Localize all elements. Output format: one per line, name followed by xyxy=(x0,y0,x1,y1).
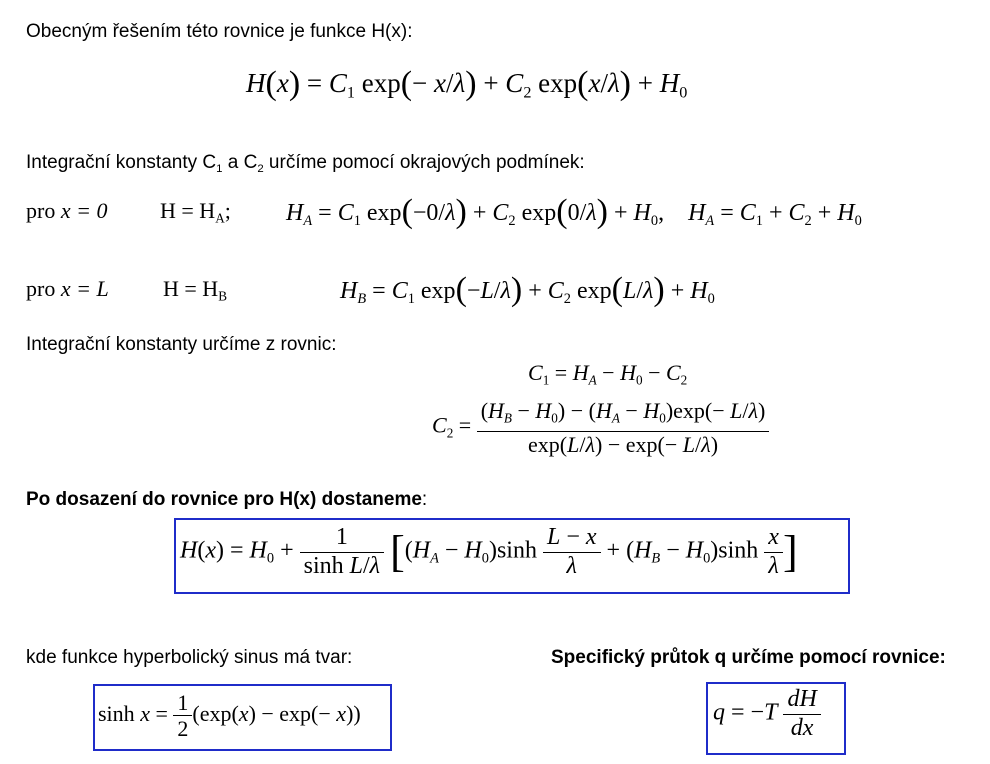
constants-intro-text xyxy=(26,152,585,180)
hA-subscript: A xyxy=(215,210,225,226)
condition-hB-label xyxy=(163,274,227,312)
sinh-intro-text: kde funkce hyperbolický sinus má tvar: xyxy=(26,647,353,668)
constants-intro-part-c: určíme pomocí okrajových podmínek: xyxy=(263,152,585,173)
condition-x0-equation: $H_A = C_1$ $\exp(-0/\lambda) + C_2$ $\exp(0/\lambda) + H_0$, $H_A = C_1 + C_2 + H_0$ xyxy=(286,193,862,230)
pro-label-2: pro xyxy=(26,276,56,301)
flow-equation: q = −T $\frac{dH}{dx}$ xyxy=(713,686,821,742)
hA-semicolon: ; xyxy=(224,198,231,223)
condition-xL-equation: $H_B = C_1$ $\exp(-L/\lambda) + C_2$ $\exp(L/\lambda) + H_0$ xyxy=(340,271,715,308)
general-solution-equation: $H(x) = C_1$ $\exp(- x/\lambda) + C_2$ $\exp(x/\lambda) + H_0$ xyxy=(246,65,688,102)
condition-hA-label xyxy=(160,196,231,234)
c2-equation: $C_2$ = $\frac{(H_B - H_0) - (H_A - H_0)\exp(- L/\lambda)}{\exp(L/\lambda) - \exp(- L/\lambda)}$ xyxy=(432,398,769,457)
substitution-colon: : xyxy=(421,489,428,510)
condition-x0-label xyxy=(26,196,107,226)
subscript-2: 2 xyxy=(257,162,264,175)
hB-text: H = H xyxy=(163,276,219,301)
c2-fraction: $\frac{(H_B - H_0) - (H_A - H_0)\exp(- L/\lambda)}{\exp(L/\lambda) - \exp(- L/\lambda)}$ xyxy=(477,398,770,457)
intro-text: Obecným řešením této rovnice je funkce H(x): xyxy=(26,21,413,42)
xL-value: x = L xyxy=(60,276,109,301)
flow-intro-text: Specifický průtok q určíme pomocí rovnice: xyxy=(551,647,946,668)
hA-text: H = H xyxy=(160,198,216,223)
pro-label: pro xyxy=(26,198,56,223)
subscript-1: 1 xyxy=(216,162,223,175)
substitution-bold: Po dosazení do rovnice pro H(x) dostaneme xyxy=(26,489,422,510)
constants-intro-part-a: Integrační konstanty C xyxy=(26,152,217,173)
sinh-definition-equation: sinh x = $\frac{1}{2}$ (exp(x) − exp(− x)) xyxy=(98,690,361,742)
final-solution-equation: $H(x) = H_0$ + $\frac{1}{\text{sinh L/λ}}$ [$(H_A - H_0)\sinh$ $\frac{L - x}{\lambda}$ + $(H_B - H_0)\sinh$ $\frac{x}{\lambda}$ ] xyxy=(180,524,798,579)
x0-value: x = 0 xyxy=(60,198,108,223)
c1-equation: $C_1 = H_A - H_0 - C_2$ xyxy=(528,360,688,388)
substitution-text xyxy=(26,489,427,511)
constants-intro-part-b: a C xyxy=(222,152,258,173)
from-equations-text: Integrační konstanty určíme z rovnic: xyxy=(26,334,337,355)
hB-subscript: B xyxy=(218,288,227,304)
condition-xL-label xyxy=(26,274,109,304)
